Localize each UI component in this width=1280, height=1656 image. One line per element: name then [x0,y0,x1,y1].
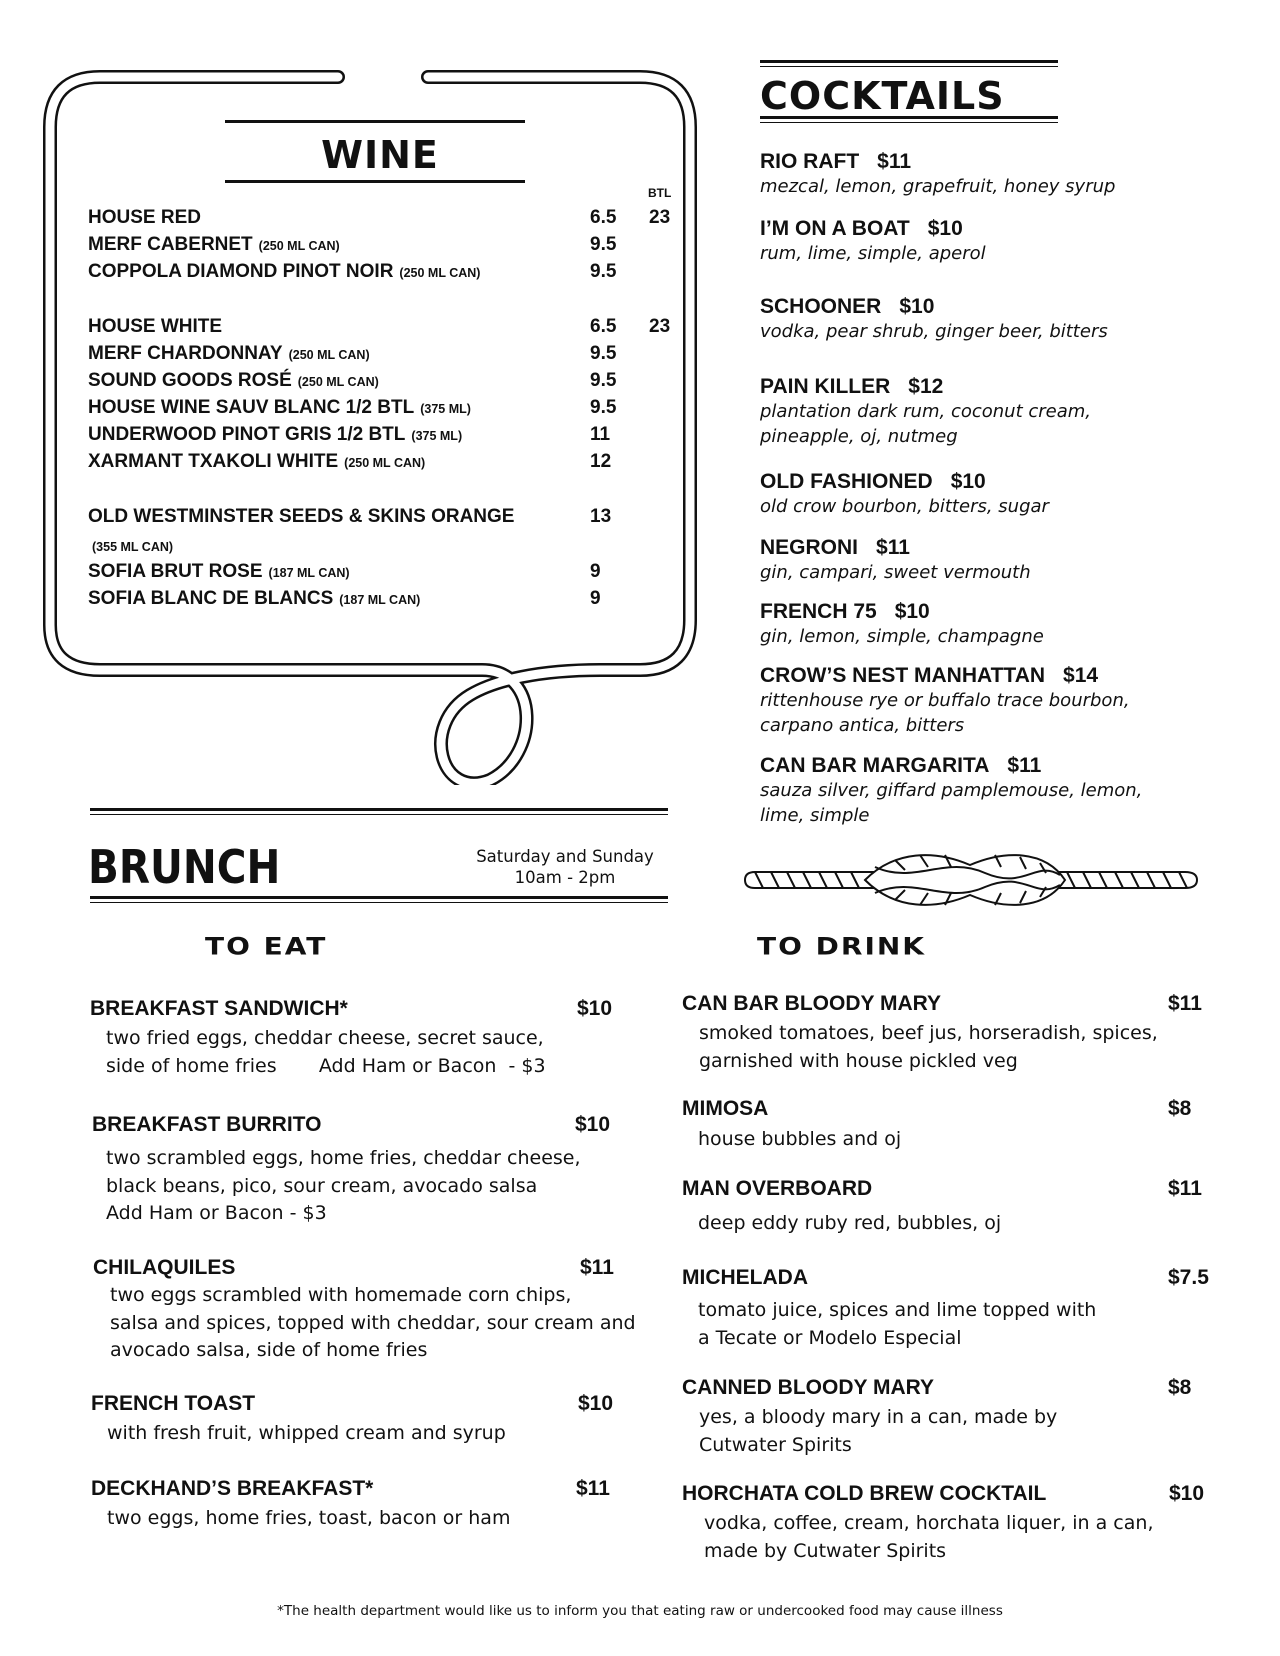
wine-item [88,343,688,369]
wine-item [88,370,688,396]
cocktails-rule-bottom [760,116,1058,119]
wine-rule-top [225,120,525,123]
cocktail-item [760,600,1260,649]
wine-glass-price: 13 [590,506,612,527]
wine-name: OLD WESTMINSTER SEEDS & SKINS ORANGE [88,506,515,527]
cocktail-price: $14 [1063,664,1099,687]
to-eat-title-text: TO EAT [205,932,328,961]
cocktail-item [760,470,1260,519]
cocktail-name: OLD FASHIONED [760,470,933,493]
cocktail-price: $10 [899,295,935,318]
item-name: CHILAQUILES [93,1256,236,1279]
wine-item [88,234,688,260]
wine-name: XARMANT TXAKOLI WHITE [88,451,339,472]
wine-title: WINE [321,133,439,177]
cocktail-item [760,536,1260,585]
wine-note: (250 ML CAN) [344,456,426,470]
item-desc: made by Cutwater Spirits [704,1539,947,1562]
cocktail-name: RIO RAFT [760,150,860,173]
cocktail-desc: sauza silver, giffard pamplemouse, lemon, [760,780,1143,801]
item-name: FRENCH TOAST [91,1392,256,1415]
cocktail-price: $10 [950,470,986,493]
item-name: DECKHAND’S BREAKFAST* [91,1477,374,1500]
wine-name: SOFIA BLANC DE BLANCS [88,588,334,609]
brunch-rule-bottom-thin [90,902,668,903]
cocktail-price: $11 [876,536,910,559]
menu-item [91,1392,631,1448]
item-desc: two fried eggs, cheddar cheese, secret sauce, [106,1027,544,1049]
item-desc: vodka, coffee, cream, horchata liquer, in a can, [704,1512,1154,1534]
cocktail-item [760,375,1260,449]
drink-item [682,1376,1222,1459]
to-drink-title-text: TO DRINK [757,932,927,961]
item-price: $8 [1168,1376,1192,1399]
wine-name: COPPOLA DIAMOND PINOT NOIR [88,261,394,282]
wine-bottle-price: 23 [649,207,671,228]
health-footnote: *The health department would like us to inform you that eating raw or undercooked food may cause illness [277,1603,1003,1619]
cocktail-desc: lime, simple [760,805,870,826]
menu-item [91,1477,631,1533]
item-price: $8 [1168,1097,1192,1120]
wine-glass-price: 9.5 [590,234,617,255]
wine-name: HOUSE RED [88,207,201,228]
drink-item [682,1177,1222,1238]
brunch-hours [460,846,670,888]
cocktail-name: PAIN KILLER [760,375,891,398]
item-desc: avocado salsa, side of home fries [110,1339,428,1361]
cocktail-item [760,295,1260,344]
wine-glass-price: 9.5 [590,397,617,418]
cocktail-price: $11 [1007,754,1042,777]
wine-note: (375 ML) [420,402,471,416]
drink-item [682,992,1222,1075]
cocktail-price: $12 [908,375,944,398]
drink-item [682,1266,1232,1352]
cocktail-item [760,217,1260,266]
to-eat-title [205,930,327,963]
cocktails-rule-top [760,60,1058,63]
cocktail-name: SCHOONER [760,295,882,318]
wine-name: SOUND GOODS ROSÉ [88,370,292,391]
cocktail-desc: gin, lemon, simple, champagne [760,626,1044,647]
cocktail-desc: old crow bourbon, bitters, sugar [760,496,1049,517]
item-price: $10 [575,1113,611,1136]
brunch-rule-top-thin [90,814,668,815]
cocktail-name: CAN BAR MARGARITA [760,754,990,777]
btl-header: BTL [648,186,672,200]
wine-glass-price: 9.5 [590,343,617,364]
item-name: CAN BAR BLOODY MARY [682,992,942,1015]
item-name: MICHELADA [682,1266,808,1289]
item-desc: Cutwater Spirits [699,1433,852,1456]
wine-item [88,261,688,287]
item-desc: a Tecate or Modelo Especial [698,1326,962,1349]
wine-name: HOUSE WINE SAUV BLANC 1/2 BTL [88,397,415,418]
cocktail-item [760,150,1260,199]
cocktail-price: $10 [894,600,930,623]
wine-rule-bottom [225,180,525,183]
wine-glass-price: 9 [590,561,601,582]
wine-glass-price: 6.5 [590,207,617,228]
item-desc: side of home fries Add Ham or Bacon - $3 [106,1054,546,1077]
cocktail-desc: vodka, pear shrub, ginger beer, bitters [760,321,1108,342]
item-price: $10 [577,997,613,1020]
wine-item [88,397,688,423]
cocktail-name: I’M ON A BOAT [760,217,910,240]
item-desc: smoked tomatoes, beef jus, horseradish, spices, [699,1022,1158,1044]
wine-bottle-price: 23 [649,316,671,337]
cocktail-price: $11 [877,150,912,173]
item-name: MAN OVERBOARD [682,1177,873,1200]
wine-note: (187 ML CAN) [339,593,421,607]
item-desc: house bubbles and oj [698,1128,902,1150]
wine-note: (250 ML CAN) [399,266,481,280]
wine-item [88,506,688,532]
wine-glass-price: 9.5 [590,370,617,391]
item-price: $11 [1168,1177,1202,1200]
cocktails-title: COCKTAILS [760,74,1005,118]
wine-glass-price: 9.5 [590,261,617,282]
item-price: $10 [578,1392,614,1415]
cocktail-desc: carpano antica, bitters [760,715,965,736]
item-price: $11 [580,1256,614,1279]
item-name: CANNED BLOODY MARY [682,1376,935,1399]
brunch-rule-bottom [90,896,668,899]
cocktails-rule-top-thin [760,66,1058,67]
wine-item [88,424,688,450]
item-desc: two scrambled eggs, home fries, cheddar cheese, [106,1147,581,1169]
wine-glass-price: 6.5 [590,316,617,337]
brunch-title: BRUNCH [88,840,281,894]
cocktail-desc: mezcal, lemon, grapefruit, honey syrup [760,176,1116,197]
item-price: $11 [1168,992,1202,1015]
wine-item [88,207,688,233]
item-desc: two eggs scrambled with homemade corn chips, [110,1284,572,1306]
cocktail-name: CROW’S NEST MANHATTAN [760,664,1046,687]
menu-item [93,1256,643,1365]
cocktail-desc: plantation dark rum, coconut cream, [760,401,1092,422]
wine-note: (187 ML CAN) [268,566,350,580]
to-drink-title [757,930,926,963]
cocktails-rule-bottom-thin [760,122,1058,123]
cocktail-desc: rum, lime, simple, aperol [760,243,986,264]
item-name: HORCHATA COLD BREW COCKTAIL [682,1482,1047,1505]
item-desc: tomato juice, spices and lime topped with [698,1299,1097,1321]
item-desc: yes, a bloody mary in a can, made by [699,1406,1058,1428]
wine-note: (355 ML CAN) [92,540,174,554]
wine-note: (250 ML CAN) [297,375,379,389]
brunch-rule-top [90,808,668,811]
wine-item [88,451,688,477]
menu-item [92,1113,632,1228]
item-desc: with fresh fruit, whipped cream and syrup [107,1422,506,1444]
wine-note: (250 ML CAN) [258,239,340,253]
item-price: $7.5 [1168,1266,1209,1289]
item-desc: salsa and spices, topped with cheddar, sour cream and [110,1311,636,1334]
brunch-days-text: Saturday and Sunday [476,847,654,866]
item-desc: black beans, pico, sour cream, avocado salsa [106,1174,538,1197]
drink-item [682,1097,1222,1154]
cocktail-desc: rittenhouse rye or buffalo trace bourbon, [760,690,1130,711]
rope-knot-icon [735,845,1205,915]
wine-glass-price: 11 [590,424,611,445]
wine-name: UNDERWOOD PINOT GRIS 1/2 BTL [88,424,406,445]
item-desc: two eggs, home fries, toast, bacon or ham [107,1507,511,1529]
wine-item [88,588,688,614]
cocktail-item [760,664,1260,738]
wine-item [88,561,688,587]
drink-item [682,1482,1232,1565]
brunch-hours-text: 10am - 2pm [514,868,616,887]
item-desc: garnished with house pickled veg [699,1049,1018,1072]
menu-item [90,997,630,1080]
wine-note: (375 ML) [411,429,463,443]
cocktail-desc: pineapple, oj, nutmeg [760,426,958,447]
cocktail-desc: gin, campari, sweet vermouth [760,562,1031,583]
wine-item [88,316,688,342]
wine-name: MERF CABERNET [88,234,253,255]
wine-glass-price: 12 [590,451,612,472]
wine-note: (250 ML CAN) [288,348,370,362]
item-price: $11 [576,1477,610,1500]
wine-name: MERF CHARDONNAY [88,343,283,364]
item-desc: Add Ham or Bacon - $3 [106,1202,327,1224]
cocktail-item [760,754,1260,828]
item-name: BREAKFAST SANDWICH* [90,997,348,1020]
item-price: $10 [1169,1482,1205,1505]
item-name: BREAKFAST BURRITO [92,1113,322,1136]
cocktail-price: $10 [927,217,963,240]
wine-name: SOFIA BRUT ROSE [88,561,263,582]
wine-name: HOUSE WHITE [88,316,223,337]
cocktail-name: FRENCH 75 [760,600,877,623]
item-name: MIMOSA [682,1097,769,1120]
item-desc: deep eddy ruby red, bubbles, oj [698,1212,1002,1234]
cocktail-name: NEGRONI [760,536,859,559]
wine-glass-price: 9 [590,588,601,609]
